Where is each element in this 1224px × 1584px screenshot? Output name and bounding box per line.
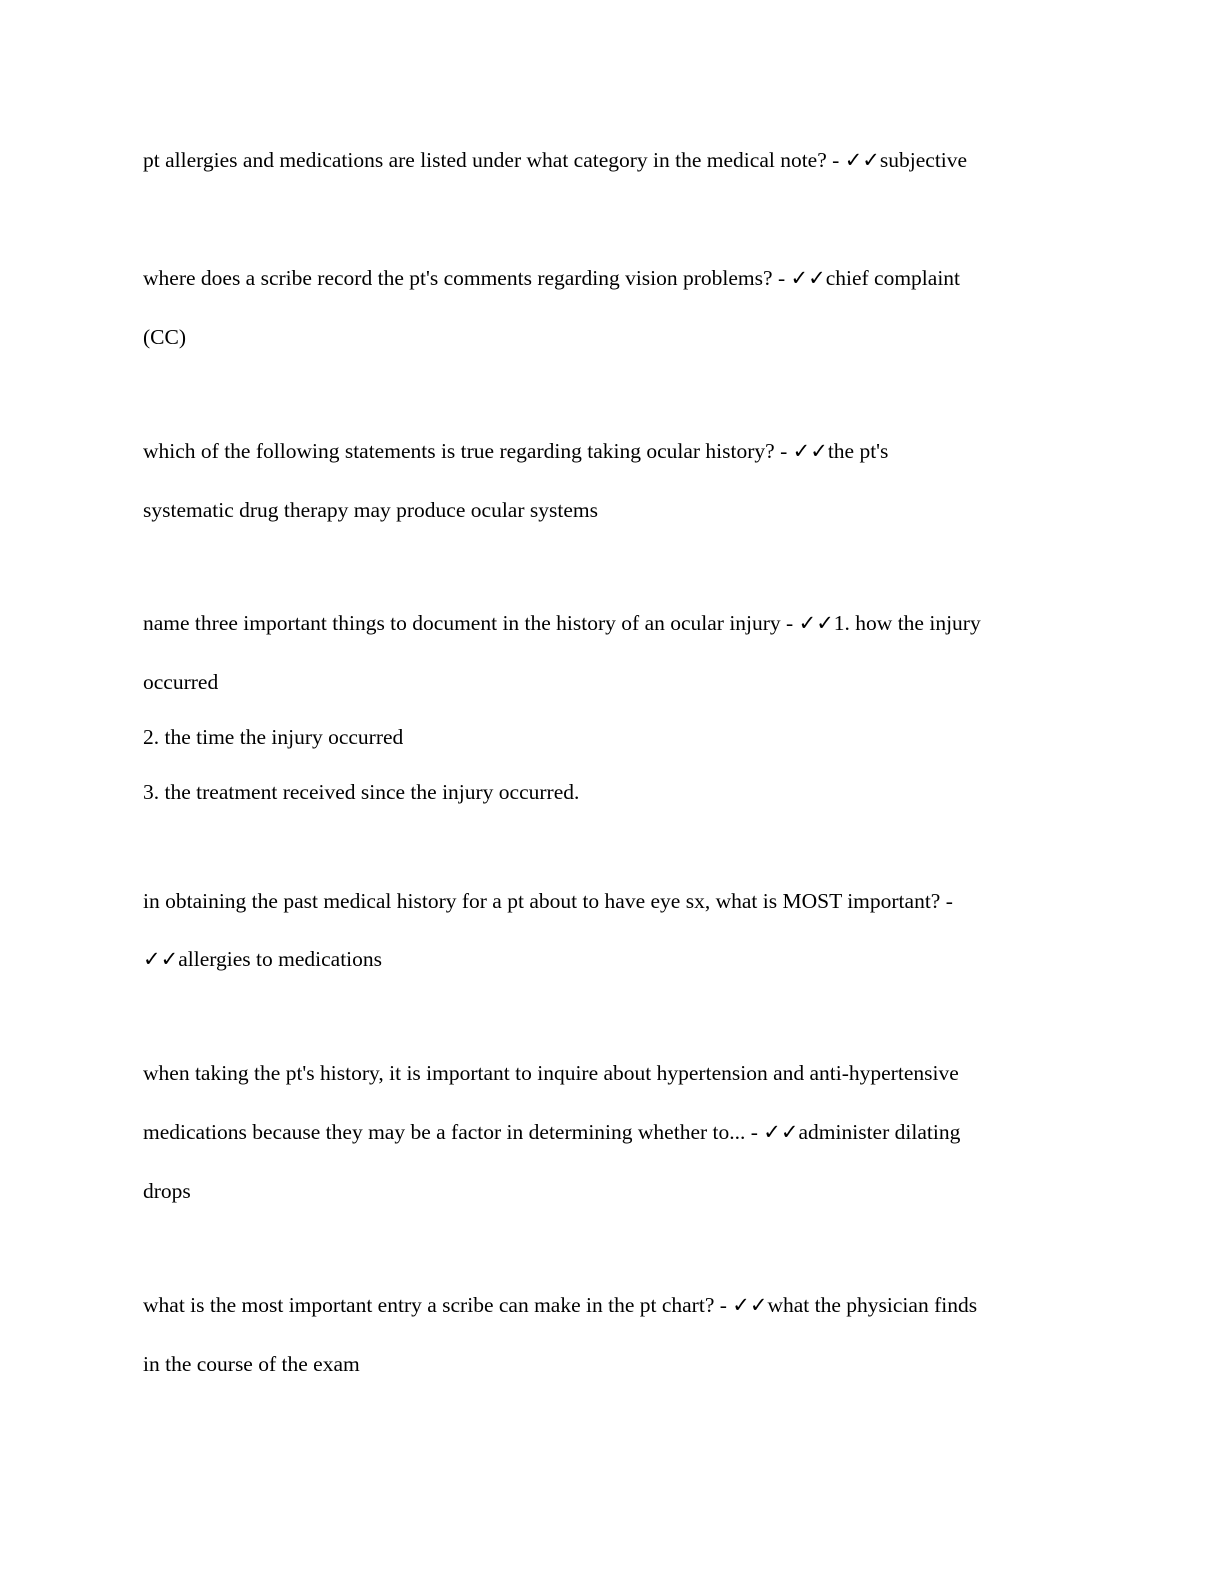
qa-1-question: pt allergies and medications are listed under what category in the medical note? - xyxy=(143,148,845,172)
qa-1-answer: subjective xyxy=(879,148,968,172)
qa-6-line-3: drops xyxy=(143,1179,191,1203)
check-mark-icon: ✓✓ xyxy=(143,947,179,971)
qa-4-line-4: 3. the treatment received since the injury occurred. xyxy=(143,780,580,804)
check-mark-icon: ✓✓ xyxy=(792,439,828,463)
qa-5-line-1: in obtaining the past medical history for a pt about to have eye sx, what is MOST important? - xyxy=(143,889,953,913)
qa-6-question-end: medications because they may be a factor in determining whether to... - xyxy=(143,1120,764,1144)
qa-2-line-2: (CC) xyxy=(143,325,186,349)
qa-1-line-1 xyxy=(143,150,967,172)
check-mark-icon: ✓✓ xyxy=(844,148,880,172)
check-mark-icon: ✓✓ xyxy=(798,611,834,635)
check-mark-icon: ✓✓ xyxy=(732,1293,768,1317)
qa-4-line-2: occurred xyxy=(143,670,219,694)
qa-7-line-1 xyxy=(143,1295,977,1317)
qa-4-line-3: 2. the time the injury occurred xyxy=(143,725,404,749)
qa-3-line-1 xyxy=(143,441,888,463)
qa-5-line-2 xyxy=(143,949,382,971)
qa-3-line-2: systematic drug therapy may produce ocular systems xyxy=(143,498,598,522)
check-mark-icon: ✓✓ xyxy=(790,266,826,290)
qa-6-answer: administer dilating xyxy=(798,1120,961,1144)
qa-4-answer: 1. how the injury xyxy=(833,611,981,635)
qa-7-question: what is the most important entry a scribe can make in the pt chart? - xyxy=(143,1293,733,1317)
qa-6-line-2 xyxy=(143,1122,960,1144)
qa-4-line-1 xyxy=(143,613,981,635)
qa-7-line-2: in the course of the exam xyxy=(143,1352,360,1376)
qa-2-question: where does a scribe record the pt's comments regarding vision problems? - xyxy=(143,266,791,290)
qa-6-line-1: when taking the pt's history, it is important to inquire about hypertension and anti-hypertensive xyxy=(143,1061,959,1085)
qa-7-answer: what the physician finds xyxy=(767,1293,978,1317)
qa-5-answer: allergies to medications xyxy=(178,947,383,971)
qa-4-question: name three important things to document in the history of an ocular injury - xyxy=(143,611,799,635)
qa-2-answer: chief complaint xyxy=(825,266,961,290)
qa-3-question: which of the following statements is true regarding taking ocular history? - xyxy=(143,439,793,463)
check-mark-icon: ✓✓ xyxy=(763,1120,799,1144)
qa-3-answer: the pt's xyxy=(827,439,889,463)
qa-2-line-1 xyxy=(143,268,960,290)
